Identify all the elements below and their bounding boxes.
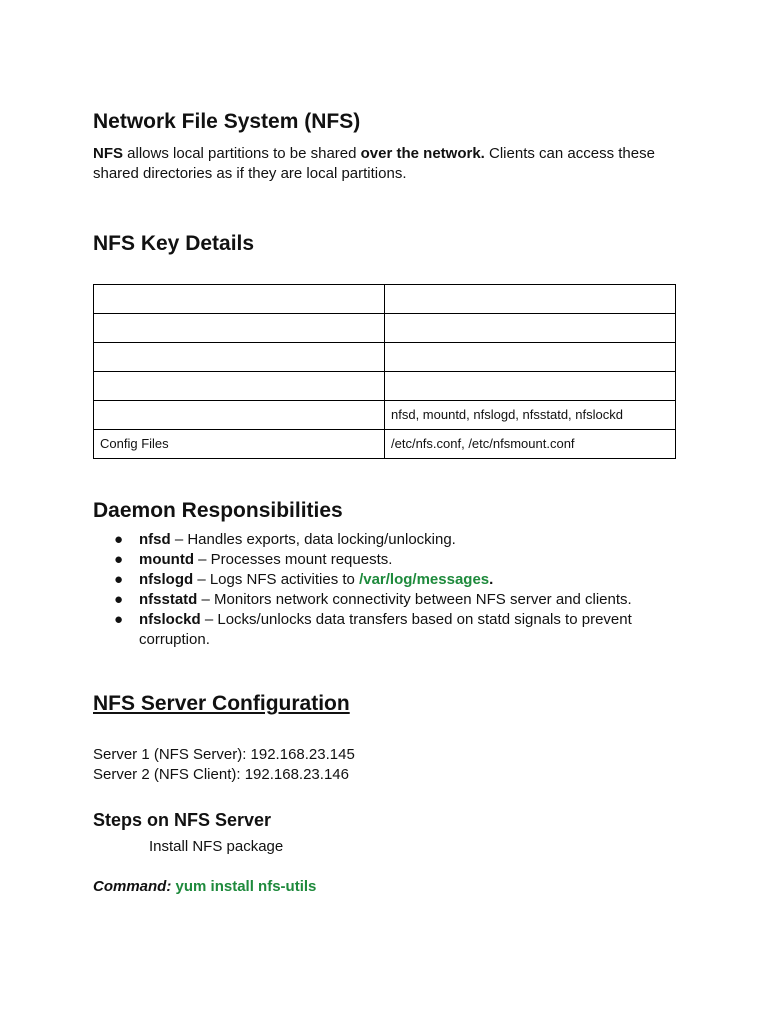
table-row — [94, 285, 676, 314]
bullet-icon: ● — [114, 591, 124, 608]
table-row — [94, 401, 676, 430]
command-label: Command: — [93, 878, 172, 895]
server-list — [93, 745, 355, 785]
table-row — [94, 430, 676, 459]
command-line — [93, 877, 316, 897]
step-install: Install NFS package — [149, 838, 284, 855]
key-details-heading: NFS Key Details — [93, 232, 255, 255]
table-cell — [94, 285, 385, 314]
daemon-list — [93, 530, 683, 650]
server-config-heading: NFS Server Configuration — [93, 692, 350, 715]
server-2-line: Server 2 (NFS Client): 192.168.23.146 — [93, 766, 349, 783]
bullet-icon: ● — [114, 571, 124, 588]
key-details-table — [93, 284, 676, 459]
table-cell — [94, 401, 385, 430]
bullet-icon: ● — [114, 551, 124, 568]
table-cell-config-label: Config Files — [94, 430, 385, 459]
intro-text-1: allows local partitions to be shared — [123, 145, 361, 162]
table-cell-daemons: nfsd, mountd, nfslogd, nfsstatd, nfslockd — [385, 401, 676, 430]
daemon-desc: – Monitors network connectivity between NFS server and clients. — [197, 591, 632, 608]
table-cell — [94, 343, 385, 372]
daemon-name: nfsstatd — [139, 591, 198, 608]
daemon-desc: – Logs NFS activities to — [193, 571, 360, 588]
list-item — [93, 550, 683, 570]
steps-heading: Steps on NFS Server — [93, 810, 272, 830]
list-item — [93, 530, 683, 550]
daemon-desc: – Locks/unlocks data transfers based on statd signals to prevent corruption. — [139, 611, 632, 648]
table-cell — [385, 285, 676, 314]
table-cell — [94, 314, 385, 343]
table-row — [94, 314, 676, 343]
daemon-heading: Daemon Responsibilities — [93, 499, 343, 522]
intro-term: NFS — [93, 145, 123, 162]
intro-emphasis: over the network. — [360, 145, 485, 162]
list-item — [93, 590, 683, 610]
daemon-desc: – Handles exports, data locking/unlocking. — [170, 531, 456, 548]
intro-text-2: Clients can access these shared directories as if they are local partitions. — [93, 145, 655, 182]
table-row — [94, 343, 676, 372]
server-1-line: Server 1 (NFS Server): 192.168.23.145 — [93, 746, 355, 763]
list-item — [93, 570, 683, 590]
bullet-icon: ● — [114, 611, 124, 628]
daemon-name: nfslogd — [139, 571, 194, 588]
table-cell — [94, 372, 385, 401]
daemon-name: nfslockd — [139, 611, 201, 628]
list-item — [93, 610, 683, 650]
daemon-name: mountd — [139, 551, 194, 568]
log-path: /var/log/messages — [359, 571, 490, 588]
page-title: Network File System (NFS) — [93, 110, 361, 133]
table-row — [94, 372, 676, 401]
table-cell-config-files: /etc/nfs.conf, /etc/nfsmount.conf — [385, 430, 676, 459]
table-cell — [385, 314, 676, 343]
table-cell — [385, 343, 676, 372]
intro-paragraph — [93, 144, 693, 184]
bullet-icon: ● — [114, 531, 124, 548]
daemon-desc-end: . — [489, 571, 494, 588]
daemon-desc: – Processes mount requests. — [193, 551, 393, 568]
daemon-name: nfsd — [139, 531, 171, 548]
command-text: yum install nfs-utils — [175, 878, 317, 895]
table-cell — [385, 372, 676, 401]
